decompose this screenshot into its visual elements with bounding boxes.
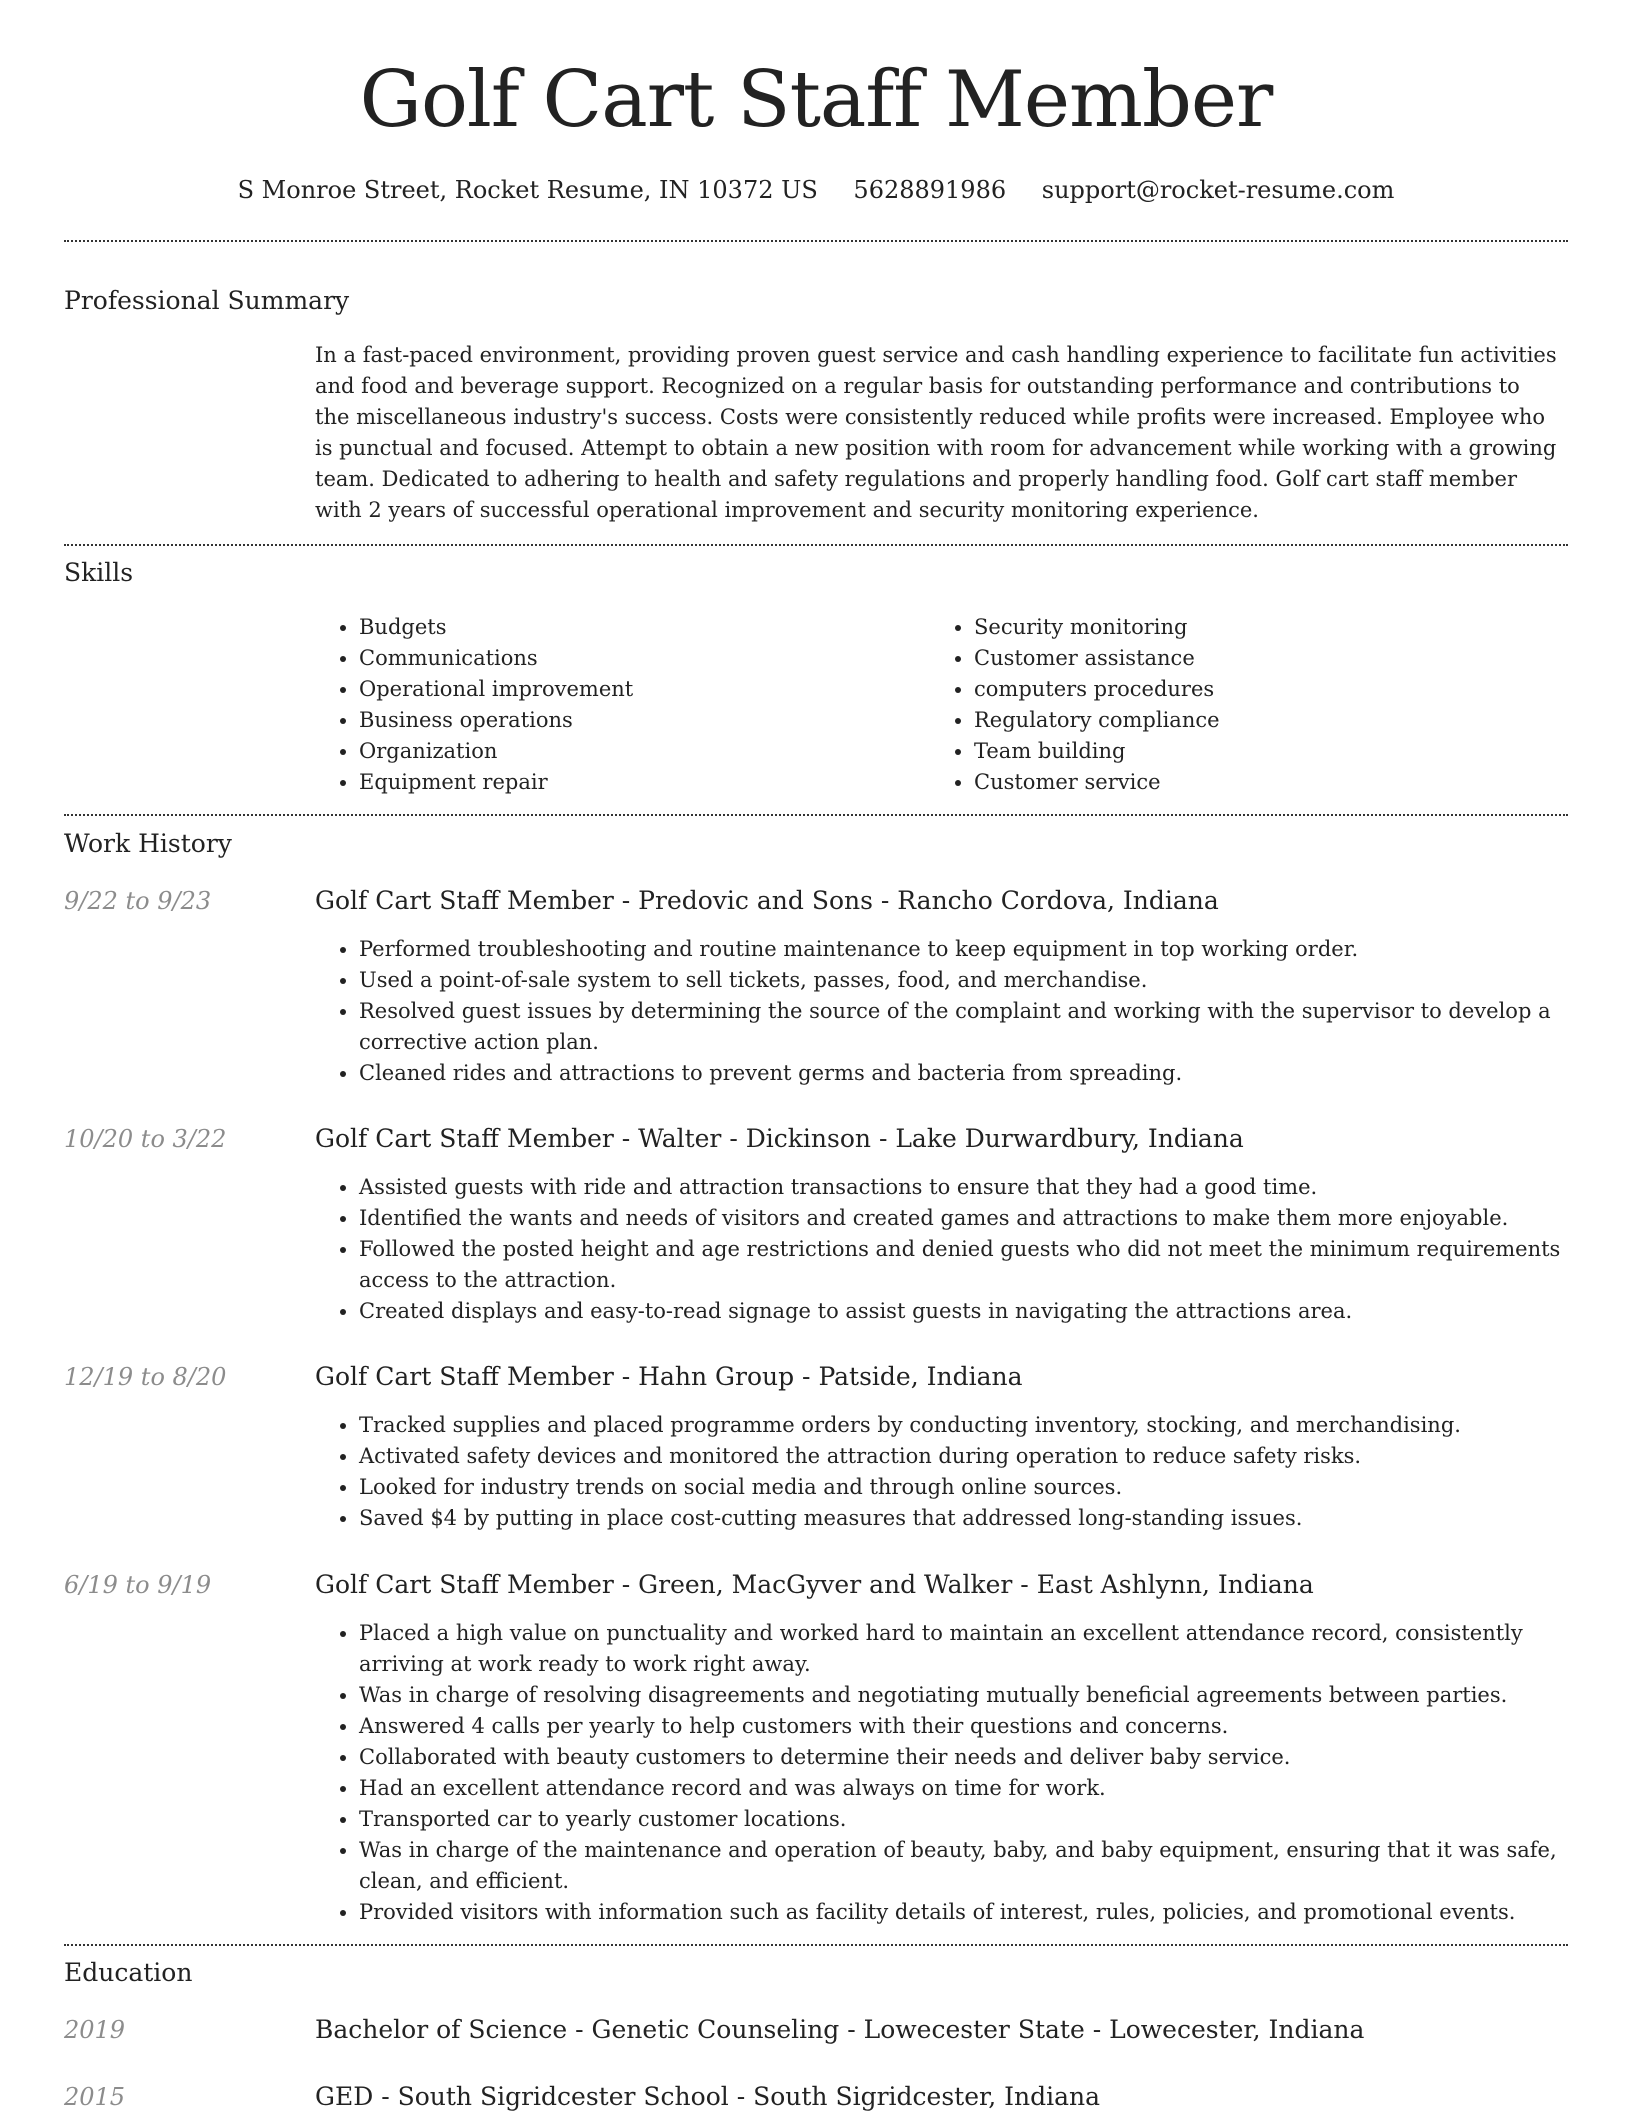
job-bullet: • Created displays and easy-to-read signage to assist guests in navigating the attractions area. xyxy=(359,1296,1604,1327)
job-heading: Golf Cart Staff Member - Predovic and Sons - Rancho Cordova, Indiana xyxy=(315,886,1219,915)
job-bullet: • Activated safety devices and monitored the attraction during operation to reduce safety risks. xyxy=(359,1441,1604,1472)
section-title-skills: Skills xyxy=(64,558,134,587)
education-year: 2015 xyxy=(64,2083,126,2111)
job-bullet: • Used a point-of-sale system to sell tickets, passes, food, and merchandise. xyxy=(359,965,1604,996)
divider xyxy=(64,1944,1568,1946)
job-bullet: • Assisted guests with ride and attraction transactions to ensure that they had a good time. xyxy=(359,1172,1604,1203)
job-bullet: • Collaborated with beauty customers to determine their needs and deliver baby service. xyxy=(359,1742,1604,1773)
skill-item: • Customer service xyxy=(974,767,1574,798)
job-dates: 10/20 to 3/22 xyxy=(64,1125,227,1153)
job-bullet: • Provided visitors with information such as facility details of interest, rules, policies, and promotional events. xyxy=(359,1897,1604,1928)
job-bullets xyxy=(315,1410,1604,1534)
skill-item: • Regulatory compliance xyxy=(974,705,1574,736)
section-title-education: Education xyxy=(64,1958,193,1987)
skill-item: • Operational improvement xyxy=(359,674,919,705)
job-bullet: • Was in charge of the maintenance and operation of beauty, baby, and baby equipment, ensuring that it was safe, clean, and efficient. xyxy=(359,1835,1604,1897)
skill-item: • Communications xyxy=(359,643,919,674)
section-title-summary: Professional Summary xyxy=(64,286,350,315)
skill-item: • Organization xyxy=(359,736,919,767)
job-bullet: • Followed the posted height and age restrictions and denied guests who did not meet the minimum requirements access to the attraction. xyxy=(359,1234,1604,1296)
job-bullet: • Identified the wants and needs of visitors and created games and attractions to make them more enjoyable. xyxy=(359,1203,1604,1234)
job-bullet: • Was in charge of resolving disagreements and negotiating mutually beneficial agreements between parties. xyxy=(359,1680,1604,1711)
divider xyxy=(64,814,1568,816)
skill-item: • Equipment repair xyxy=(359,767,919,798)
job-bullet: • Performed troubleshooting and routine maintenance to keep equipment in top working order. xyxy=(359,934,1604,965)
job-dates: 6/19 to 9/19 xyxy=(64,1571,212,1599)
contact-line xyxy=(0,170,1632,210)
job-heading: Golf Cart Staff Member - Hahn Group - Patside, Indiana xyxy=(315,1362,1023,1391)
education-year: 2019 xyxy=(64,2016,126,2044)
job-bullets xyxy=(315,934,1604,1089)
skill-item: • Customer assistance xyxy=(974,643,1574,674)
divider xyxy=(64,544,1568,546)
education-heading: Bachelor of Science - Genetic Counseling - Lowecester State - Lowecester, Indiana xyxy=(315,2015,1365,2044)
skills-list-left xyxy=(315,612,919,798)
job-bullet: • Transported car to yearly customer locations. xyxy=(359,1804,1604,1835)
job-bullets xyxy=(315,1172,1604,1327)
contact-phone: 5628891986 xyxy=(853,176,1007,204)
summary-text: In a fast-paced environment, providing proven guest service and cash handling experience to facilitate fun activities and food and beverage support. Recognized on a regular basis for outstanding performance and contributions to the miscellaneous industry's success. Costs were consistently reduced while profits were increased. Employee who is punctual and focused. Attempt to obtain a new position with room for advancement while working with a growing team. Dedicated to adhering to health and safety regulations and properly handling food. Golf cart staff member with 2 years of successful operational improvement and security monitoring experience. xyxy=(315,343,1557,522)
job-bullet: • Tracked supplies and placed programme orders by conducting inventory, stocking, and merchandising. xyxy=(359,1410,1604,1441)
job-dates: 12/19 to 8/20 xyxy=(64,1363,227,1391)
job-bullet: • Looked for industry trends on social media and through online sources. xyxy=(359,1472,1604,1503)
skill-item: • Security monitoring xyxy=(974,612,1574,643)
job-bullet: • Placed a high value on punctuality and worked hard to maintain an excellent attendance record, consistently arriving at work ready to work right away. xyxy=(359,1618,1604,1680)
job-dates: 9/22 to 9/23 xyxy=(64,887,212,915)
job-heading: Golf Cart Staff Member - Green, MacGyver and Walker - East Ashlynn, Indiana xyxy=(315,1570,1314,1599)
contact-email[interactable]: support@rocket-resume.com xyxy=(1041,176,1395,204)
education-heading: GED - South Sigridcester School - South Sigridcester, Indiana xyxy=(315,2082,1100,2111)
job-bullet: • Had an excellent attendance record and was always on time for work. xyxy=(359,1773,1604,1804)
job-heading: Golf Cart Staff Member - Walter - Dickinson - Lake Durwardbury, Indiana xyxy=(315,1124,1244,1153)
contact-address: S Monroe Street, Rocket Resume, IN 10372 US xyxy=(237,176,818,204)
skill-item: • computers procedures xyxy=(974,674,1574,705)
skill-item: • Team building xyxy=(974,736,1574,767)
skill-item: • Budgets xyxy=(359,612,919,643)
job-bullet: • Resolved guest issues by determining the source of the complaint and working with the supervisor to develop a corrective action plan. xyxy=(359,996,1604,1058)
skill-item: • Business operations xyxy=(359,705,919,736)
job-bullet: • Saved $4 by putting in place cost-cutting measures that addressed long-standing issues. xyxy=(359,1503,1604,1534)
job-bullets xyxy=(315,1618,1604,1928)
candidate-name: Golf Cart Staff Member xyxy=(359,55,1273,145)
job-bullet: • Answered 4 calls per yearly to help customers with their questions and concerns. xyxy=(359,1711,1604,1742)
job-bullet: • Cleaned rides and attractions to prevent germs and bacteria from spreading. xyxy=(359,1058,1604,1089)
section-title-work: Work History xyxy=(64,829,232,858)
skills-list-right xyxy=(930,612,1574,798)
divider xyxy=(64,240,1568,242)
